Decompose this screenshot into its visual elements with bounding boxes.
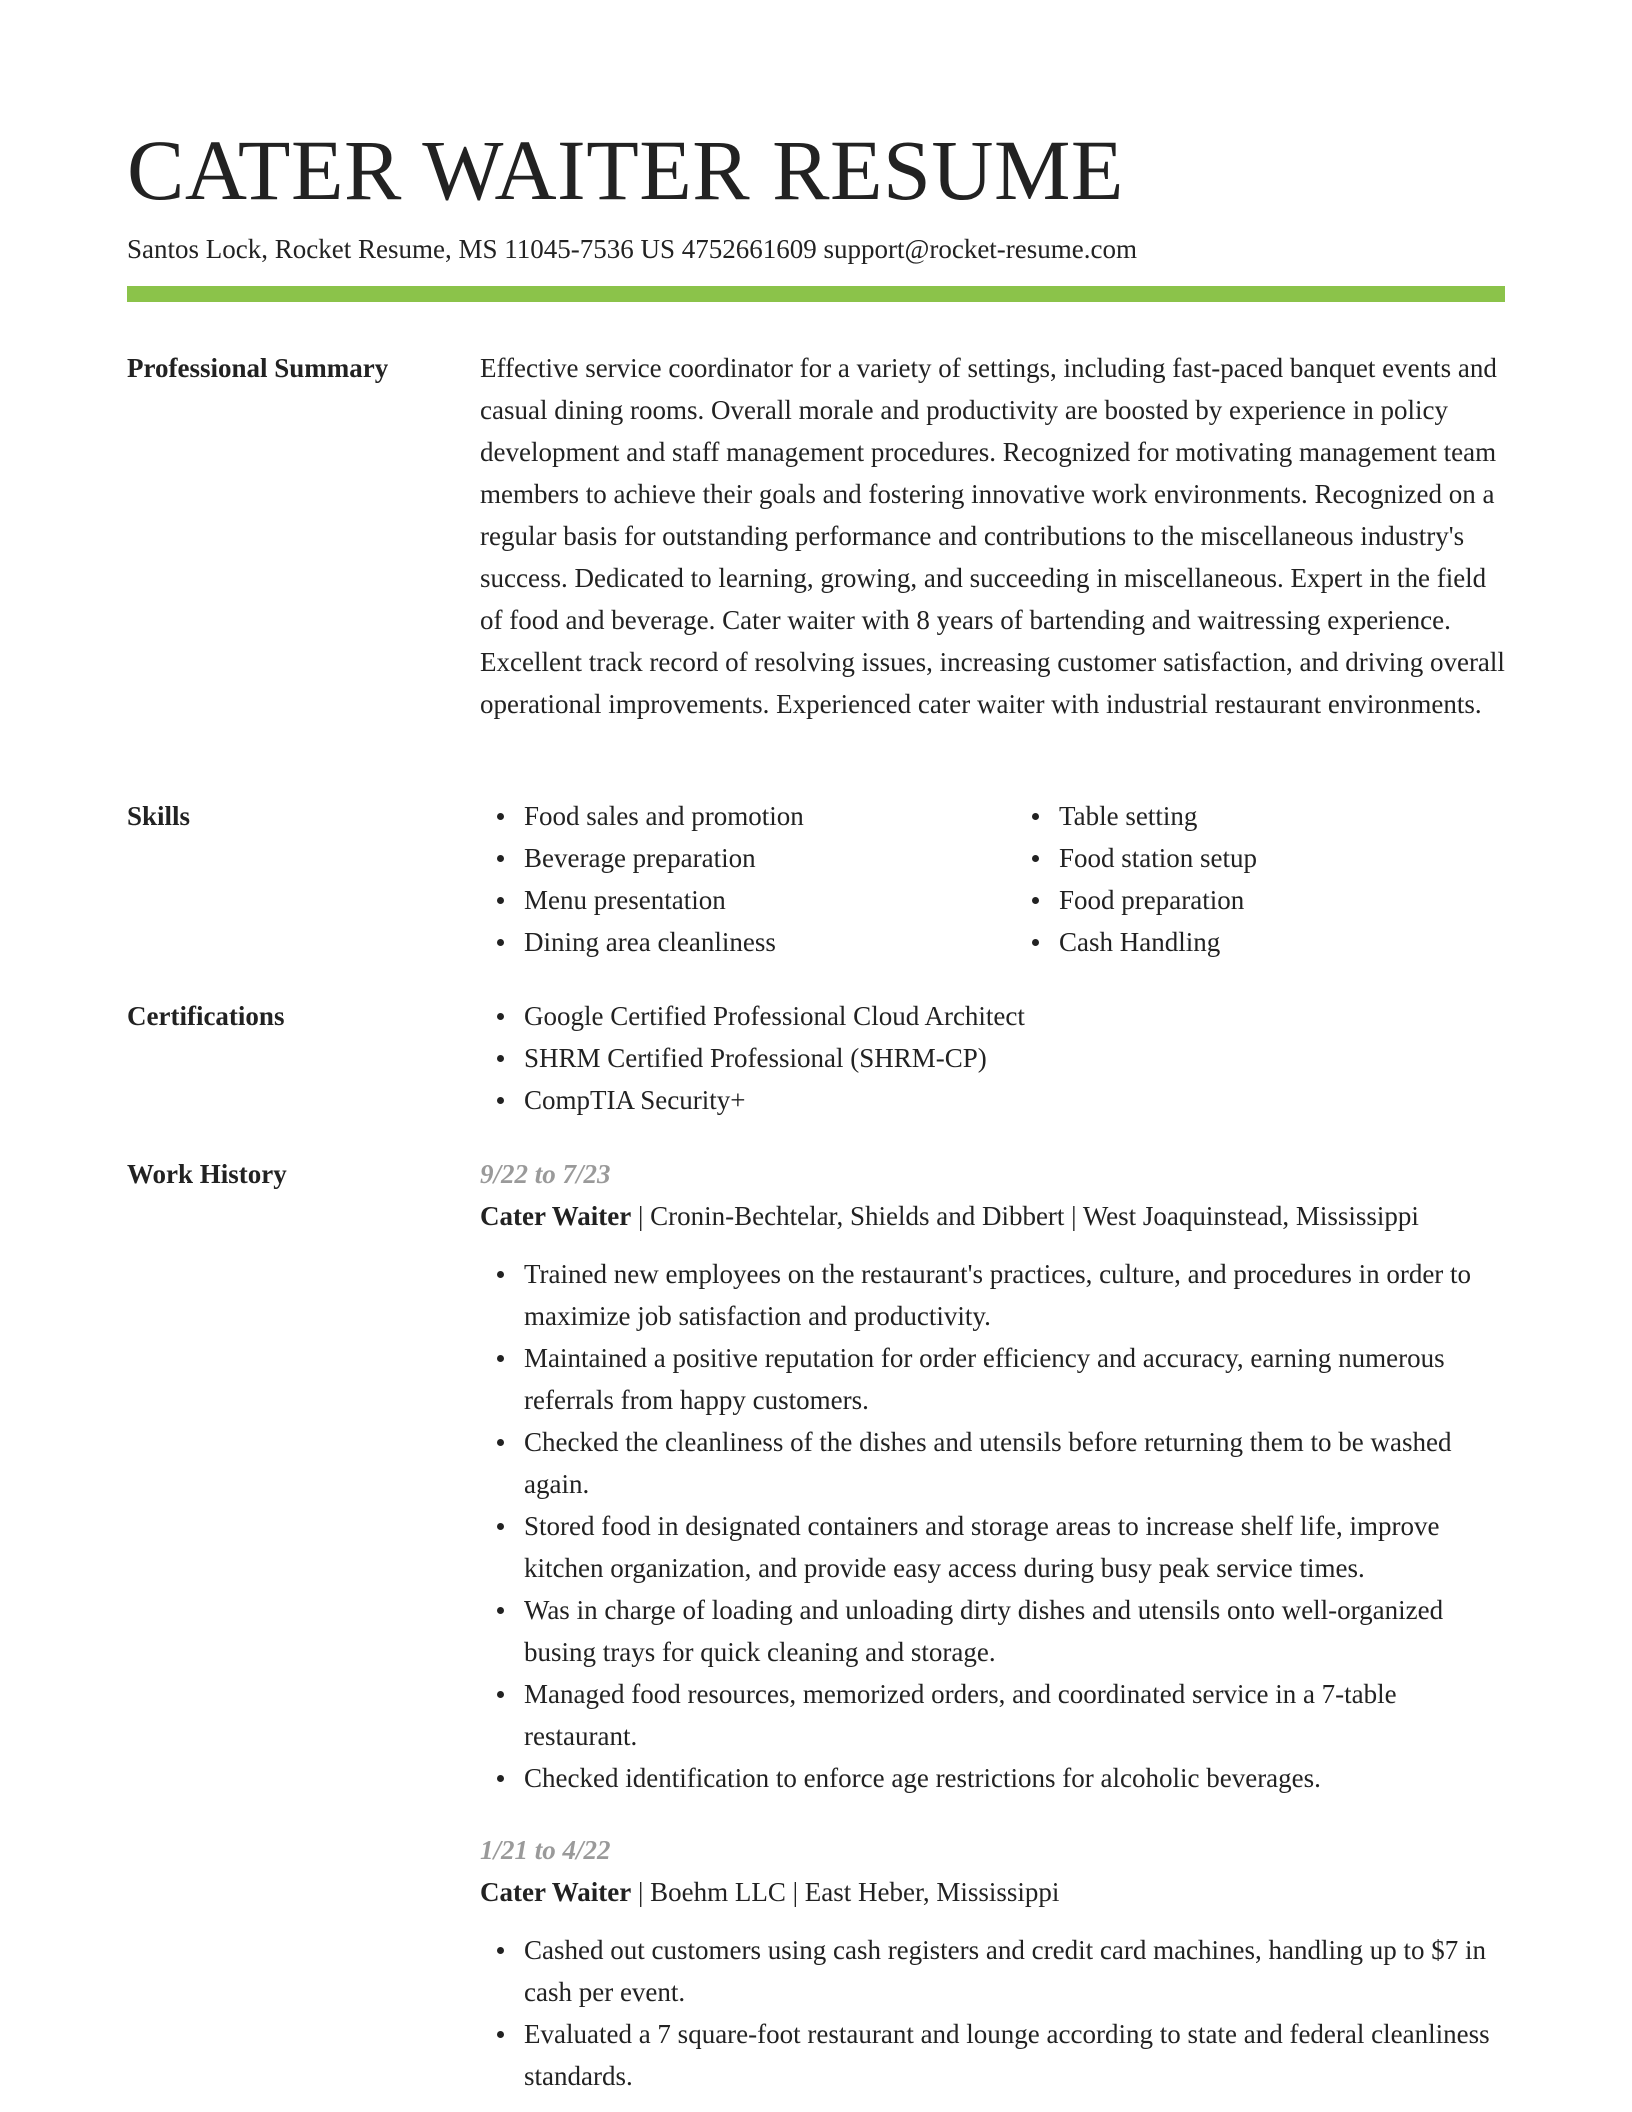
skills-list-left [480,795,970,963]
job-header [480,1871,1505,1913]
skill-item: Dining area cleanliness [524,921,970,963]
job-bullet: Evaluated a 7 square-foot restaurant and lounge according to state and federal cleanliness standards. [524,2013,1505,2097]
summary-label: Professional Summary [127,353,389,383]
skill-item: Food sales and promotion [524,795,970,837]
job-bullets [480,1929,1505,2097]
job-role: Cater Waiter [480,1877,632,1907]
skill-item: Beverage preparation [524,837,970,879]
skill-item: Cash Handling [1059,921,1505,963]
certifications-label: Certifications [127,1001,285,1031]
job-header [480,1195,1505,1237]
job-details: | Cronin-Bechtelar, Shields and Dibbert | West Joaquinstead, Mississippi [631,1201,1419,1231]
skill-item: Food preparation [1059,879,1505,921]
contact-line: Santos Lock, Rocket Resume, MS 11045-7536 US 4752661609 support@rocket-resume.com [127,234,1137,264]
certification-item: SHRM Certified Professional (SHRM-CP) [524,1037,1505,1079]
skill-item: Food station setup [1059,837,1505,879]
skills-list-right [1015,795,1505,963]
summary-text: Effective service coordinator for a variety of settings, including fast-paced banquet events and casual dining rooms. Overall morale and productivity are boosted by experience in policy development and staff management procedures. Recognized for motivating management team members to achieve their goals and fostering innovative work environments. Recognized on a regular basis for outstanding performance and contributions to the miscellaneous industry's success. Dedicated to learning, growing, and succeeding in miscellaneous. Expert in the field of food and beverage. Cater waiter with 8 years of bartending and waitressing experience. Excellent track record of resolving issues, increasing customer satisfaction, and driving overall operational improvements. Experienced cater waiter with industrial restaurant environments. [480,353,1505,719]
job-dates: 9/22 to 7/23 [480,1159,611,1189]
job-bullet: Was in charge of loading and unloading dirty dishes and utensils onto well-organized busing trays for quick cleaning and storage. [524,1589,1505,1673]
job-bullets [480,1253,1505,1799]
resume-title: CATER WAITER RESUME [127,122,1124,218]
job-bullet: Stored food in designated containers and storage areas to increase shelf life, improve kitchen organization, and provide easy access during busy peak service times. [524,1505,1505,1589]
job-bullet: Managed food resources, memorized orders, and coordinated service in a 7-table restaurant. [524,1673,1505,1757]
certification-item: CompTIA Security+ [524,1079,1505,1121]
job-entry [480,1153,1505,1799]
certification-item: Google Certified Professional Cloud Architect [524,995,1505,1037]
job-bullet: Cashed out customers using cash registers and credit card machines, handling up to $7 in cash per event. [524,1929,1505,2013]
job-details: | Boehm LLC | East Heber, Mississippi [631,1877,1060,1907]
skills-label: Skills [127,801,191,831]
job-role: Cater Waiter [480,1201,632,1231]
certifications-list [480,995,1505,1121]
job-dates: 1/21 to 4/22 [480,1835,611,1865]
skill-item: Table setting [1059,795,1505,837]
job-entry [480,1829,1505,2097]
accent-divider [127,286,1505,302]
job-bullet: Maintained a positive reputation for order efficiency and accuracy, earning numerous referrals from happy customers. [524,1337,1505,1421]
skill-item: Menu presentation [524,879,970,921]
job-bullet: Checked identification to enforce age restrictions for alcoholic beverages. [524,1757,1505,1799]
job-bullet: Trained new employees on the restaurant's practices, culture, and procedures in order to maximize job satisfaction and productivity. [524,1253,1505,1337]
job-bullet: Checked the cleanliness of the dishes and utensils before returning them to be washed again. [524,1421,1505,1505]
work-history-label: Work History [127,1159,287,1189]
